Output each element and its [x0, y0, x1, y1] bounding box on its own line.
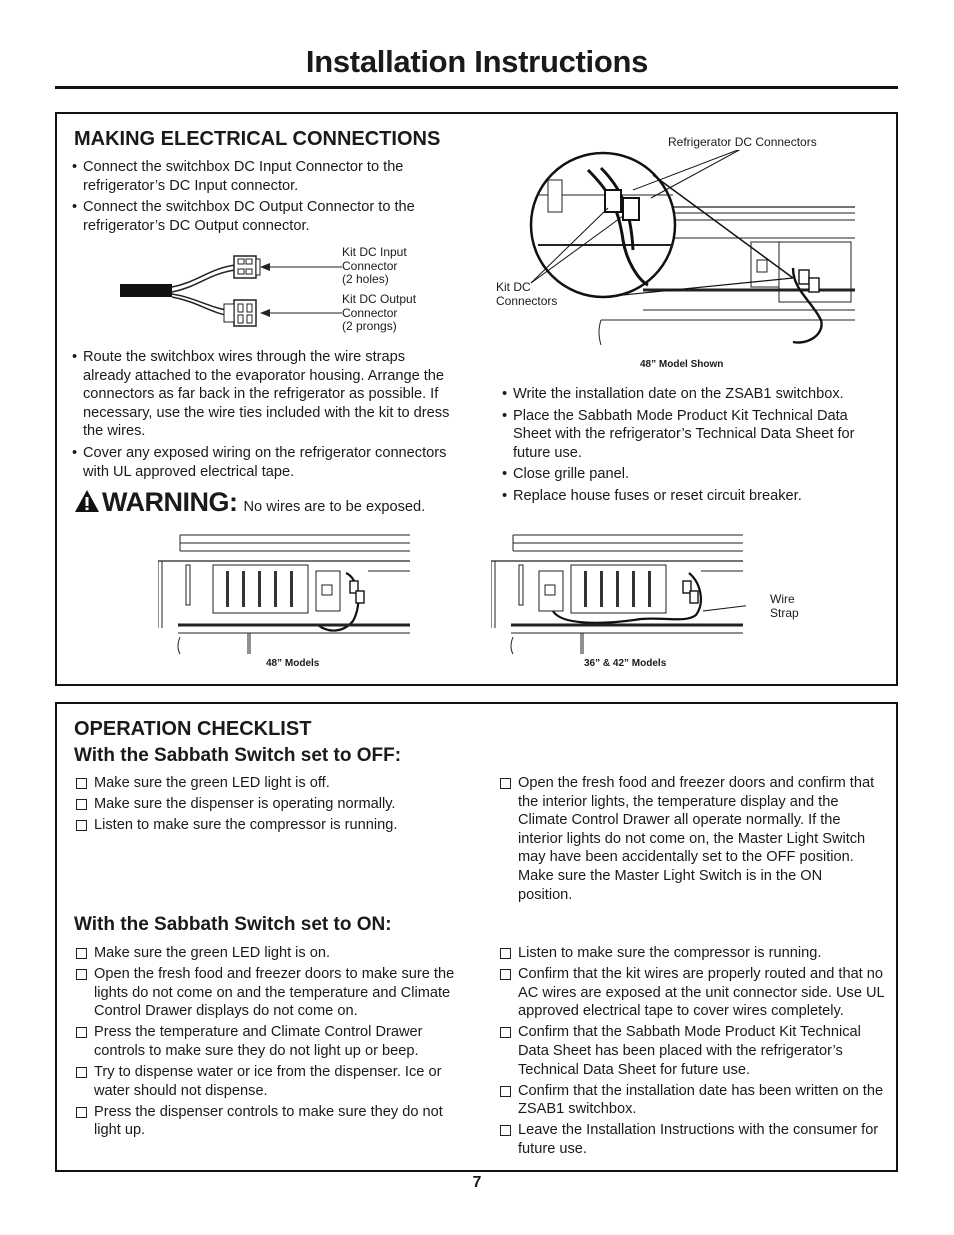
list-item: Press the dispenser controls to make sure they do not light up.: [75, 1103, 455, 1140]
list-item: Make sure the green LED light is off.: [75, 774, 455, 793]
electrical-bullets-top: [72, 158, 447, 238]
wire-strap-label: Wire Strap: [770, 592, 799, 620]
list-item: Make sure the green LED light is on.: [75, 944, 455, 963]
list-item: Leave the Installation Instructions with the consumer for future use.: [499, 1121, 889, 1158]
list-item: Listen to make sure the compressor is running.: [75, 816, 455, 835]
list-item: Open the fresh food and freezer doors to make sure the lights do not come on and the temperature and Climate Control Drawer displays do not come on.: [75, 965, 455, 1021]
list-item: Try to dispense water or ice from the dispenser. Ice or water should not dispense.: [75, 1063, 455, 1100]
warning-line: [74, 487, 425, 518]
off-heading: With the Sabbath Switch set to OFF:: [74, 745, 402, 766]
on-checklist-right: [499, 944, 889, 1161]
checklist-heading: OPERATION CHECKLIST: [74, 718, 312, 740]
warning-icon: [74, 489, 100, 513]
electrical-heading: MAKING ELECTRICAL CONNECTIONS: [74, 128, 441, 150]
list-item: Make sure the dispenser is operating normally.: [75, 795, 455, 814]
connector-illustration: [118, 242, 343, 334]
list-item: • Place the Sabbath Mode Product Kit Technical Data Sheet with the refrigerator’s Technical Data Sheet for future use.: [502, 407, 882, 463]
warning-text: No wires are to be exposed.: [243, 499, 426, 515]
refrigerator-connectors-diagram: [493, 150, 858, 355]
kit-dc-output-label: Kit DC Output Connector (2 prongs): [342, 292, 417, 333]
list-item: Open the fresh food and freezer doors and confirm that the interior lights, the temperature display and the Climate Control Drawer all operate normally. If the interior lights do not come on, the Master Light Switch may have been accidentally set to the OFF position. Make sure the Master Light Switch is in the ON position.: [499, 774, 879, 904]
diagram-left-caption: 48” Models: [266, 658, 320, 669]
kit-dc-input-label: Kit DC Input Connector (2 holes): [342, 245, 407, 286]
refrigerator-dc-connectors-label: Refrigerator DC Connectors: [668, 135, 817, 149]
warning-label: WARNING:: [102, 487, 238, 517]
kit-dc-connectors-label: Kit DC Connectors: [496, 280, 558, 308]
on-checklist-left: [75, 944, 455, 1142]
list-item: • Connect the switchbox DC Output Connector to the refrigerator’s DC Output connector.: [72, 198, 447, 235]
title-rule: [55, 86, 898, 89]
electrical-bullets-mid: [72, 348, 450, 484]
list-item: • Replace house fuses or reset circuit breaker.: [502, 487, 882, 506]
diagram-36-42-models: [491, 533, 746, 655]
diagram-top-caption: 48” Model Shown: [640, 359, 724, 370]
list-item: • Close grille panel.: [502, 465, 882, 484]
off-checklist-left: [75, 774, 455, 837]
page-title: Installation Instructions: [305, 44, 649, 79]
diagram-right-caption: 36” & 42” Models: [584, 658, 667, 669]
page-number: 7: [472, 1174, 482, 1191]
list-item: • Route the switchbox wires through the wire straps already attached to the evaporator housing. Arrange the connectors as far back in the refrigerator as possible. If necessary, use the wire ties included with the kit to dress the wires.: [72, 348, 450, 441]
list-item: Confirm that the Sabbath Mode Product Kit Technical Data Sheet has been placed with the refrigerator’s Technical Data Sheet for future use.: [499, 1023, 889, 1079]
list-item: Confirm that the installation date has been written on the ZSAB1 switchbox.: [499, 1082, 889, 1119]
list-item: • Write the installation date on the ZSAB1 switchbox.: [502, 385, 882, 404]
list-item: Confirm that the kit wires are properly routed and that no AC wires are exposed at the unit connector side. Use UL approved electrical tape to cover wires completely.: [499, 965, 889, 1021]
list-item: • Cover any exposed wiring on the refrigerator connectors with UL approved electrical tape.: [72, 444, 450, 481]
on-heading: With the Sabbath Switch set to ON:: [74, 914, 392, 935]
diagram-48-models: [158, 533, 413, 655]
off-checklist-right: [499, 774, 879, 907]
list-item: • Connect the switchbox DC Input Connector to the refrigerator’s DC Input connector.: [72, 158, 447, 195]
list-item: Press the temperature and Climate Control Drawer controls to make sure they do not light up or beep.: [75, 1023, 455, 1060]
list-item: Listen to make sure the compressor is running.: [499, 944, 889, 963]
electrical-bullets-right: [502, 385, 882, 509]
